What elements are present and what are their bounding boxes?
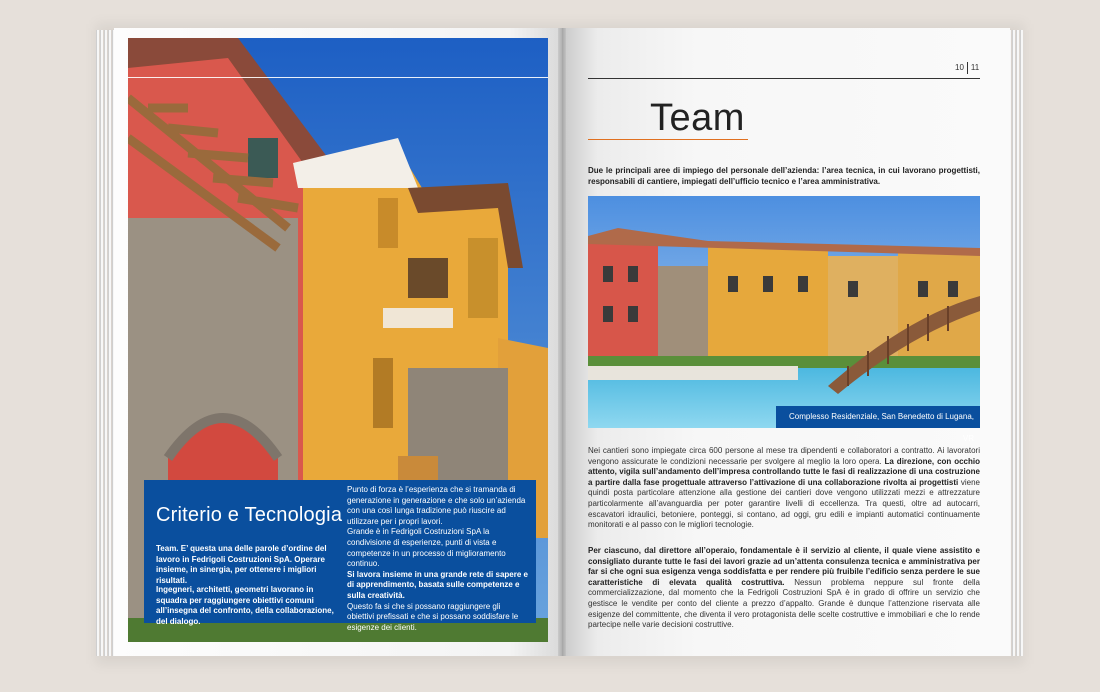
page-stack-left — [96, 30, 116, 656]
body2-part-b: Nessun problema neppure sul fronte della commercializzazione, dal momento che la Fedrigoli Costruzioni SpA è in grado di offrire un servizio che gestisce le vendite per conto del cliente a prezzo d’appalto. Grande è dunque l’attenzione riservata alle esigenze del committente, che diventa il vero protagonista delle scelte costruttive e immobiliari e che lo rende partecipe nelle varie decisioni costruttive. — [588, 577, 980, 630]
box-title: Criterio e Tecnologia — [156, 504, 343, 526]
photo-caption: Complesso Residenziale, San Benedetto di Lugana, VR — [776, 406, 980, 428]
body2-part-a: Per ciascuno, dal direttore all’operaio, fondamentale è il servizio al cliente, il quale viene assistito e consigliato durante tutte le fasi dei lavori grazie ad un’attenta consulenza tecnica e amministrativa per far si che ogni sua esigenza venga soddisfatta e per rendere più fruibile l’edificio senza perdere le sue caratteristiche di elevata qualità costruttiva. — [588, 546, 980, 587]
body-paragraph-2 — [588, 546, 980, 631]
body1-part-c: viene quindi posta particolare attenzione alla gestione dei cantieri dove vengono utilizzati mezzi e attrezzature particolarmente all’avanguardia per poter garantire livelli di eccellenza. Tra questi, oltre ad autocarri, escavatori idraulici, betoniere, ponteggi, si contano, ad oggi, gru edili e impianti automatici continuamente monitorati e al passo con le migliori tecnologie. — [588, 477, 980, 530]
criterio-tecnologia-box — [144, 480, 536, 632]
box-column-2 — [347, 485, 529, 633]
left-page-top-rule — [128, 77, 548, 78]
residential-complex-photo — [588, 196, 980, 428]
box-col2-para-1: Punto di forza è l’esperienza che si tramanda di generazione in generazione e che solo un’azienda con una così lunga tradizione può riuscire ad utilizzare per i propri lavori. — [347, 485, 526, 526]
page-number-right: 11 — [970, 63, 980, 73]
box-col2-para-4: Questo fa si che si possano raggiungere gli obiettivi prefissati e che si possano soddisfare le esigenze dei clienti. — [347, 601, 519, 632]
title-underline — [588, 139, 748, 140]
box-lead-paragraph-2: Ingegneri, architetti, geometri lavorano in squadra per raggiungere obiettivi comuni all’insegna del confronto, della collaborazione, del dialogo. — [156, 585, 334, 626]
body1-part-b: La direzione, con occhio attento, vigila sull’andamento dell’impresa controllando tutte le fasi di realizzazione di una costruzione a partire dalla fase progettuale attraverso l’attivazione di una collaborazione rivolta ai progettisti — [588, 456, 980, 487]
right-page-top-rule — [588, 78, 980, 79]
body-paragraph-1 — [588, 446, 980, 531]
page-title: Team — [650, 97, 745, 139]
page-numbers — [955, 62, 979, 74]
box-col2-para-3: Si lavora insieme in una grande rete di sapere e di apprendimento, basata sulle competenze e sulla creatività. — [347, 569, 528, 600]
box-col2-para-2: Grande è in Fedrigoli Costruzioni SpA la condivisione di esperienze, punti di vista e competenze in un processo di miglioramento continuo. — [347, 527, 506, 569]
page-number-left: 10 — [955, 63, 964, 73]
box-lead-paragraph: Team. E’ questa una delle parole d’ordine del lavoro in Fedrigoli Costruzioni SpA. Operare insieme, in sinergia, per ottenere i migliori risultati. — [156, 544, 327, 585]
book-spine — [558, 28, 566, 656]
body1-part-a: Nei cantieri sono impiegate circa 600 persone al mese tra dipendenti e collaboratori a contratto. Ai lavoratori vengono assicurate le condizioni necessarie per svolgere al meglio la loro opera. — [588, 446, 980, 466]
intro-paragraph: Due le principali aree di impiego del personale dell’azienda: l’area tecnica, in cui lavorano progettisti, responsabili di cantiere, impiegati dell’ufficio tecnico e l’area amministrativa. — [588, 166, 980, 186]
